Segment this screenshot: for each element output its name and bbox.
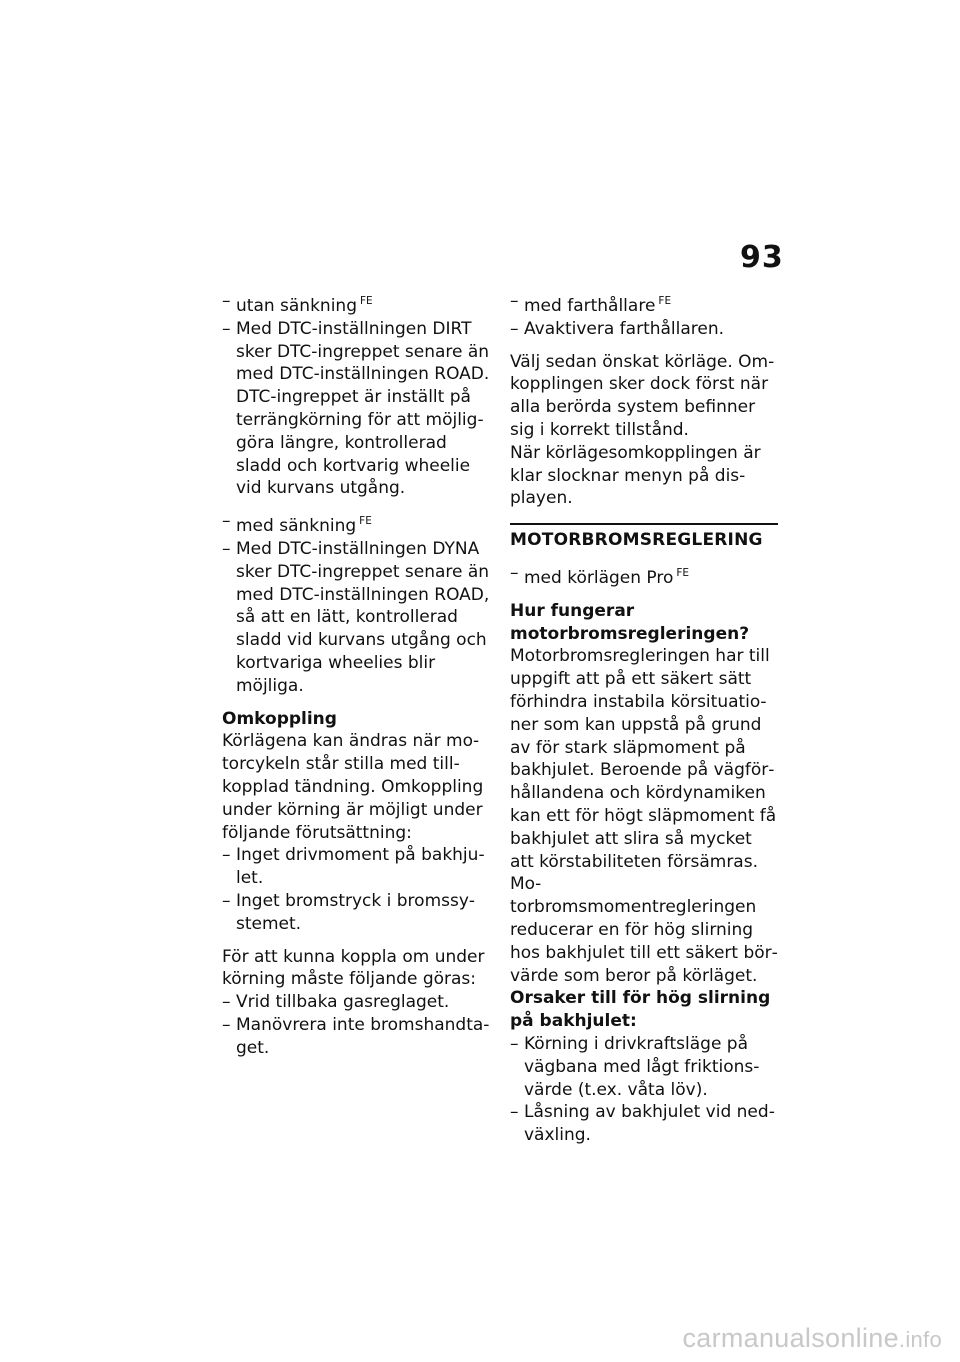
fe-superscript: FE <box>359 515 372 528</box>
list-item-condition-1: – Inget drivmoment på bakhjulet. <box>222 844 490 890</box>
list-item-korlagen-pro: – med körlägen Pro $^{FE}$ <box>510 562 778 590</box>
heading-orsaker: Orsaker till för hög slirning på bakhjulet: <box>510 988 771 1032</box>
left-column <box>222 290 490 1060</box>
right-column <box>510 290 778 1147</box>
list-item-farthallare: – med farthållare $^{FE}$ <box>510 290 778 318</box>
list-item-avaktivera: – Avaktivera farthållaren. <box>510 318 778 341</box>
fe-superscript: FE <box>676 566 690 579</box>
list-item-utan-sankning: – utan sänkning $^{FE}$ <box>222 290 490 318</box>
paragraph-motorbroms: Motorbromsregleringen har till uppgift att på ett säkert sätt förhindra instabila körsituationer som kan uppstå på grund av för stark släpmoment på bakhjulet. Beroende på vägförhållandena och kördynamiken kan ett för högt släpmoment få bakhjulet att slira så mycket att körstabiliteten försämras. Motorbromsmomentregleringen reducerar en för hög slirning hos bakhjulet till ett säkert börvärde som beror på körläget. <box>510 646 778 986</box>
page-number: 93 <box>740 240 784 275</box>
list-item-condition-2: – Inget bromstryck i bromssystemet. <box>222 890 490 936</box>
section-title-motorbromsreglering: MOTORBROMSREGLERING <box>510 523 778 552</box>
paragraph-menu-off: När körlägesomkopplingen är klar slocknar menyn på displayen. <box>510 442 761 509</box>
fe-superscript: FE <box>360 295 373 307</box>
list-item-dtc-dyna: – Med DTC-inställningen DYNA sker DTC-ingreppet senare än med DTC-inställningen ROAD, så att en lätt, kontrollerad sladd vid kurvans utgång och kortvariga wheelies blir möjliga. <box>222 538 490 698</box>
list-item-step-1: – Vrid tillbaka gasreglaget. <box>222 991 490 1014</box>
paragraph-steps: För att kunna koppla om under körning måste följande göras: <box>222 946 485 990</box>
list-item-cause-2: – Låsning av bakhjulet vid nedväxling. <box>510 1101 778 1147</box>
watermark-link[interactable]: carmanualsonline.info <box>682 1323 942 1353</box>
list-item-step-2: – Manövrera inte bromshandtaget. <box>222 1014 490 1060</box>
list-item-dtc-dirt: – Med DTC-inställningen DIRT sker DTC-ingreppet senare än med DTC-inställningen ROAD. DTC-ingreppet är inställt på terrängkörning för att möjliggöra längre, kontrollerad sladd och kortvarig wheelie vid kurvans utgång. <box>222 318 490 500</box>
list-item-cause-1: – Körning i drivkraftsläge på vägbana med lågt friktionsvärde (t.ex. våta löv). <box>510 1033 778 1101</box>
fe-superscript: FE <box>658 295 672 307</box>
paragraph-valj-korlage: Välj sedan önskat körläge. Omkopplingen sker dock först när alla berörda system befinner sig i korrekt tillstånd. <box>510 351 775 440</box>
heading-hur-fungerar: Hur fungerar motorbromsregleringen? <box>510 600 750 644</box>
paragraph-omkoppling: Körlägena kan ändras när motorcykeln står stilla med tillkopplad tändning. Omkoppling under körning är möjligt under följande förutsättning: <box>222 731 484 843</box>
list-item-med-sankning: – med sänkning $^{FE}$ <box>222 510 490 538</box>
heading-omkoppling: Omkoppling <box>222 708 337 729</box>
